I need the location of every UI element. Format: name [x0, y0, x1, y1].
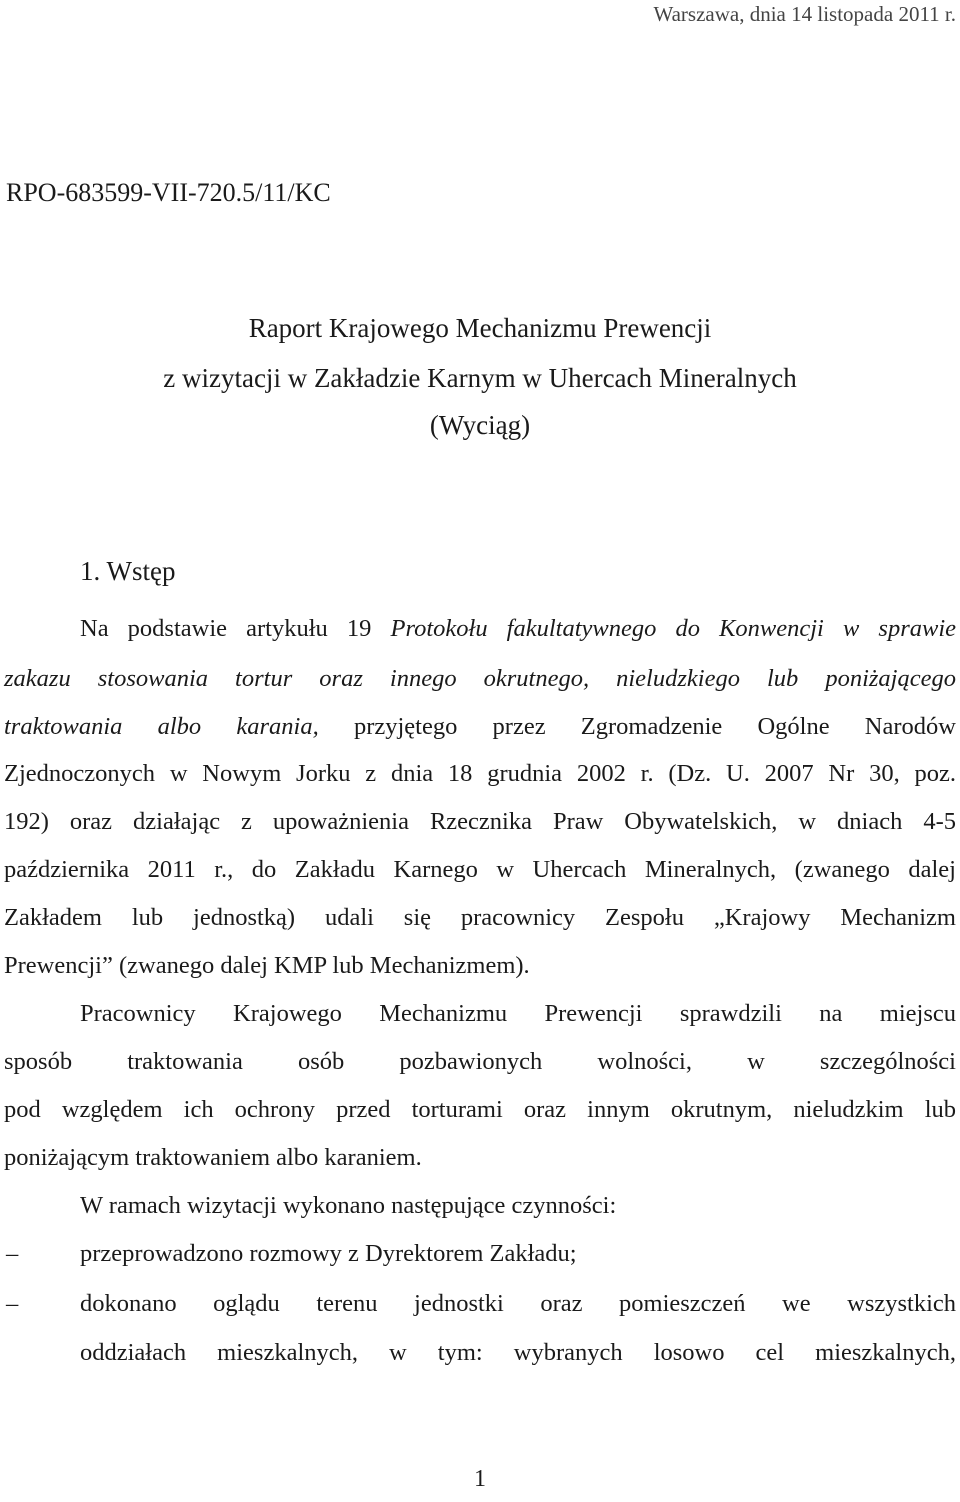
report-subtitle: z wizytacji w Zakładzie Karnym w Uhercach Mineralnych: [163, 363, 797, 393]
para1-line8: Prewencji” (zwanego dalej KMP lub Mechanizmem).: [4, 952, 530, 979]
bullet-item-2-line2: oddziałach mieszkalnych, w tym: wybranych losowo cel mieszkalnych,: [80, 1339, 956, 1366]
para1-line7: Zakładem lub jednostką) udali się pracownicy Zespołu „Krajowy Mechanizm: [4, 904, 956, 931]
report-title: Raport Krajowego Mechanizmu Prewencji: [248, 313, 712, 343]
para1-line3: traktowania albo karania, przyjętego przez Zgromadzenie Ogólne Narodów: [4, 713, 956, 740]
bullet-item-2-line1: dokonano oglądu terenu jednostki oraz pomieszczeń we wszystkich: [80, 1290, 956, 1317]
bullet-item-1: przeprowadzono rozmowy z Dyrektorem Zakładu;: [80, 1240, 577, 1267]
para2-line4: poniżającym traktowaniem albo karaniem.: [4, 1144, 422, 1171]
bullet-dash-2: –: [6, 1290, 19, 1317]
para1-line6: października 2011 r., do Zakładu Karnego w Uhercach Mineralnych, (zwanego dalej: [4, 856, 956, 883]
para1-line2: zakazu stosowania tortur oraz innego okrutnego, nieludzkiego lub poniżającego: [4, 665, 956, 692]
section-heading: 1. Wstęp: [80, 556, 176, 586]
para2-line2: sposób traktowania osób pozbawionych wolności, w szczególności: [4, 1048, 956, 1075]
page-number: 1: [474, 1466, 486, 1492]
reference-number: RPO-683599-VII-720.5/11/KC: [6, 178, 331, 207]
report-extract-label: (Wyciąg): [429, 410, 531, 440]
para1-line4: Zjednoczonych w Nowym Jorku z dnia 18 grudnia 2002 r. (Dz. U. 2007 Nr 30, poz.: [4, 760, 956, 787]
document-date: Warszawa, dnia 14 listopada 2011 r.: [653, 2, 956, 26]
para3-line1: W ramach wizytacji wykonano następujące czynności:: [80, 1192, 617, 1219]
para1-line5: 192) oraz działając z upoważnienia Rzecznika Praw Obywatelskich, w dniach 4-5: [4, 808, 956, 835]
bullet-dash-1: –: [6, 1240, 19, 1267]
protocol-title: Protokołu fakultatywnego do Konwencji w sprawie: [390, 615, 957, 642]
para2-line3: pod względem ich ochrony przed torturami oraz innym okrutnym, nieludzkim lub: [4, 1096, 956, 1123]
para1-line1: Na podstawie artykułu 19 Protokołu fakultatywnego do Konwencji w sprawie: [80, 615, 957, 642]
para2-line1: Pracownicy Krajowego Mechanizmu Prewencji sprawdzili na miejscu: [80, 1000, 956, 1027]
